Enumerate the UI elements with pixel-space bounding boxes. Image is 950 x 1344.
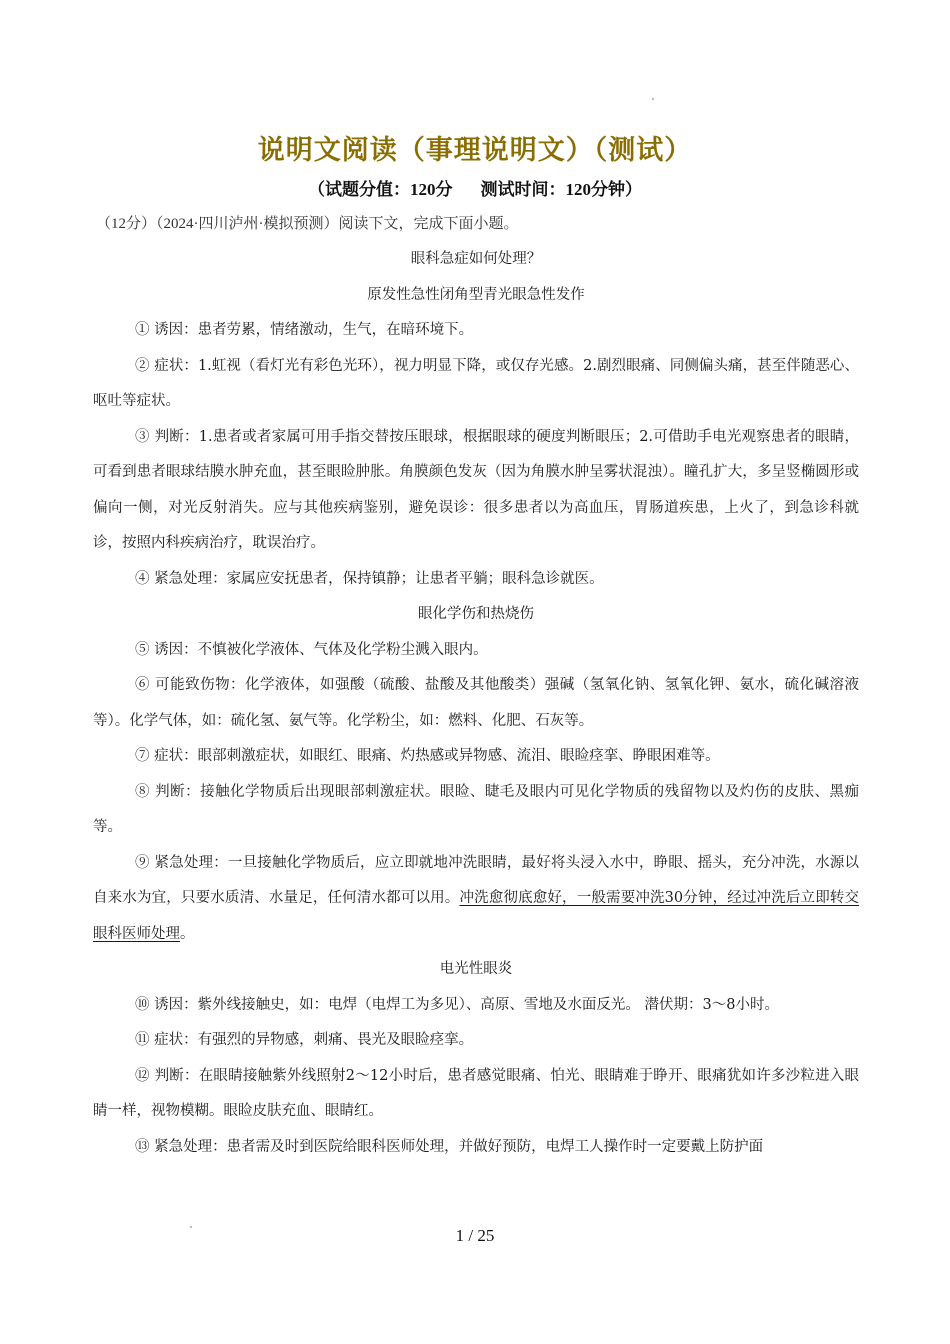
paragraph: ⑥ 可能致伤物：化学液体，如强酸（硫酸、盐酸及其他酸类）强碱（氢氧化钠、氢氧化钾、氨水，硫化碱溶液等）。化学气体，如：硫化氢、氨气等。化学粉尘，如：燃料、化肥、石灰等。 <box>93 677 859 729</box>
time-info: 测试时间：120分钟） <box>480 180 642 199</box>
paragraph: ③ 判断：1.患者或者家属可用手指交替按压眼球，根据眼球的硬度判断眼压；2.可借助手电光观察患者的眼睛，可看到患者眼球结膜水肿充血，甚至眼睑肿胀。角膜颜色发灰（因为角膜水肿呈雾状混浊）。瞳孔扩大，多呈竖椭圆形或偏向一侧，对光反射消失。应与其他疾病鉴别，避免误诊：很多患者以为高血压，胃肠道疾患，上火了，到急诊科就诊，按照内科疾病治疗，耽误治疗。 <box>93 428 859 551</box>
scan-dot <box>652 98 654 100</box>
question-intro: （12分）（2024·四川泸州·模拟预测）阅读下文，完成下面小题。 <box>96 216 519 232</box>
paragraph <box>93 846 859 953</box>
paragraph: ⑦ 症状：眼部刺激症状，如眼红、眼痛、灼热感或异物感、流泪、眼睑痉挛、睁眼困难等。 <box>135 748 720 764</box>
section-heading: 电光性眼炎 <box>439 961 513 977</box>
score-info: （试题分值：120分 <box>308 180 453 199</box>
paragraph: ⑬ 紧急处理：患者需及时到医院给眼科医师处理，并做好预防，电焊工人操作时一定要戴上防护面 <box>135 1138 764 1155</box>
paragraph: ⑧ 判断：接触化学物质后出现眼部刺激症状。眼睑、睫毛及眼内可见化学物质的残留物以及灼伤的皮肤、黑痂等。 <box>93 783 859 835</box>
paragraph-text: ⑨ 紧急处理：一旦接触化学物质后，应立即就地冲洗眼睛，最好将头浸入水中，睁眼、摇头，充分冲洗，水源以自来水为宜，只要水质清、水量足，任何清水都可以用。 <box>93 854 859 906</box>
document-title: 说明文阅读（事理说明文）（测试） <box>257 135 693 166</box>
paragraph: ⑫ 判断：在眼睛接触紫外线照射2～12小时后，患者感觉眼痛、怕光、眼睛难于睁开、眼痛犹如许多沙粒进入眼睛一样，视物模糊。眼睑皮肤充血、眼睛红。 <box>93 1067 859 1119</box>
underlined-sentence: 冲洗愈彻底愈好，一般需要冲洗30分钟，经过冲洗后立即转交眼科医师处理 <box>93 890 860 942</box>
paragraph: ④ 紧急处理：家属应安抚患者，保持镇静；让患者平躺；眼科急诊就医。 <box>135 570 604 587</box>
section-heading: 眼化学伤和热烧伤 <box>418 606 534 622</box>
test-info <box>0 175 950 200</box>
paragraph: ⑪ 症状：有强烈的异物感，刺痛、畏光及眼睑痉挛。 <box>135 1032 474 1048</box>
paragraph-end: 。 <box>180 925 195 942</box>
article-title: 眼科急症如何处理？ <box>410 251 542 267</box>
page-number: 1 / 25 <box>455 1226 495 1245</box>
paragraph: ① 诱因：患者劳累，情绪激动，生气，在暗环境下。 <box>135 322 474 338</box>
paragraph: ⑤ 诱因：不慎被化学液体、气体及化学粉尘溅入眼内。 <box>135 641 488 658</box>
article-body <box>93 242 859 1165</box>
section-heading: 原发性急性闭角型青光眼急性发作 <box>367 286 585 303</box>
paragraph: ⑩ 诱因：紫外线接触史，如：电焊（电焊工为多见）、高原、雪地及水面反光。 潜伏期：3～8小时。 <box>135 996 779 1013</box>
paragraph: ② 症状：1.虹视（看灯光有彩色光环），视力明显下降，或仅存光感。2.剧烈眼痛、同侧偏头痛，甚至伴随恶心、呕吐等症状。 <box>93 357 859 409</box>
